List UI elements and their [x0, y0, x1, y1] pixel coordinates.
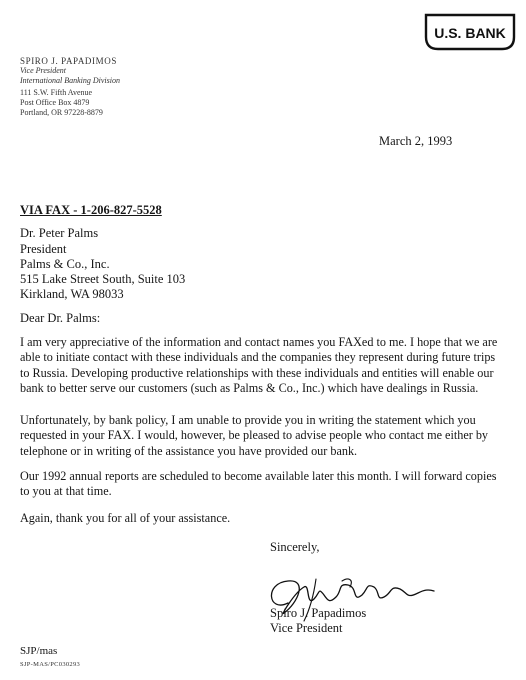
letterhead-address-line2: Post Office Box 4879	[20, 98, 90, 107]
recipient-street: 515 Lake Street South, Suite 103	[20, 272, 186, 286]
recipient-company: Palms & Co., Inc.	[20, 257, 110, 271]
typist-initials: SJP/mas	[20, 645, 58, 657]
body-paragraph-3: Our 1992 annual reports are scheduled to become available later this month. I will forward copies to you at that time.	[20, 469, 497, 499]
body-paragraph-2: Unfortunately, by bank policy, I am unable to provide you in writing the statement which you requested in your FAX. I would, however, be pleased to advise people who contact me either by telephone or in writing of the assistance you have provided our bank.	[20, 413, 489, 458]
letterhead-address-line3: Portland, OR 97228-8879	[20, 108, 103, 117]
via-fax-line: VIA FAX - 1-206-827-5528	[20, 203, 162, 217]
salutation: Dear Dr. Palms:	[20, 311, 101, 325]
letterhead-title: Vice President	[20, 66, 66, 75]
recipient-name: Dr. Peter Palms	[20, 226, 99, 240]
bank-shield-icon	[422, 13, 518, 51]
logo-text: U.S. BANK	[434, 25, 506, 41]
closing: Sincerely,	[270, 540, 320, 554]
letterhead-address-line1: 111 S.W. Fifth Avenue	[20, 88, 93, 97]
recipient-title: President	[20, 242, 67, 256]
letter-date: March 2, 1993	[379, 134, 453, 148]
signer-title: Vice President	[270, 621, 343, 635]
signer-name: Spiro J. Papadimos	[270, 606, 367, 620]
body-paragraph-4: Again, thank you for all of your assistance.	[20, 511, 231, 525]
letterhead-name: SPIRO J. PAPADIMOS	[20, 56, 117, 66]
body-paragraph-1: I am very appreciative of the information and contact names you FAXed to me. I hope that we are able to initiate contact with these individuals and the companies they represent during future trips to Russia. Developing productive relationships with these individuals and entities will enable our bank to better serve our customers (such as Palms & Co., Inc.) which have dealings in Russia.	[20, 335, 498, 395]
letterhead-division: International Banking Division	[20, 76, 120, 85]
us-bank-logo	[422, 13, 518, 51]
recipient-city: Kirkland, WA 98033	[20, 287, 124, 301]
document-reference: SJP-MAS/PC030293	[20, 661, 81, 668]
